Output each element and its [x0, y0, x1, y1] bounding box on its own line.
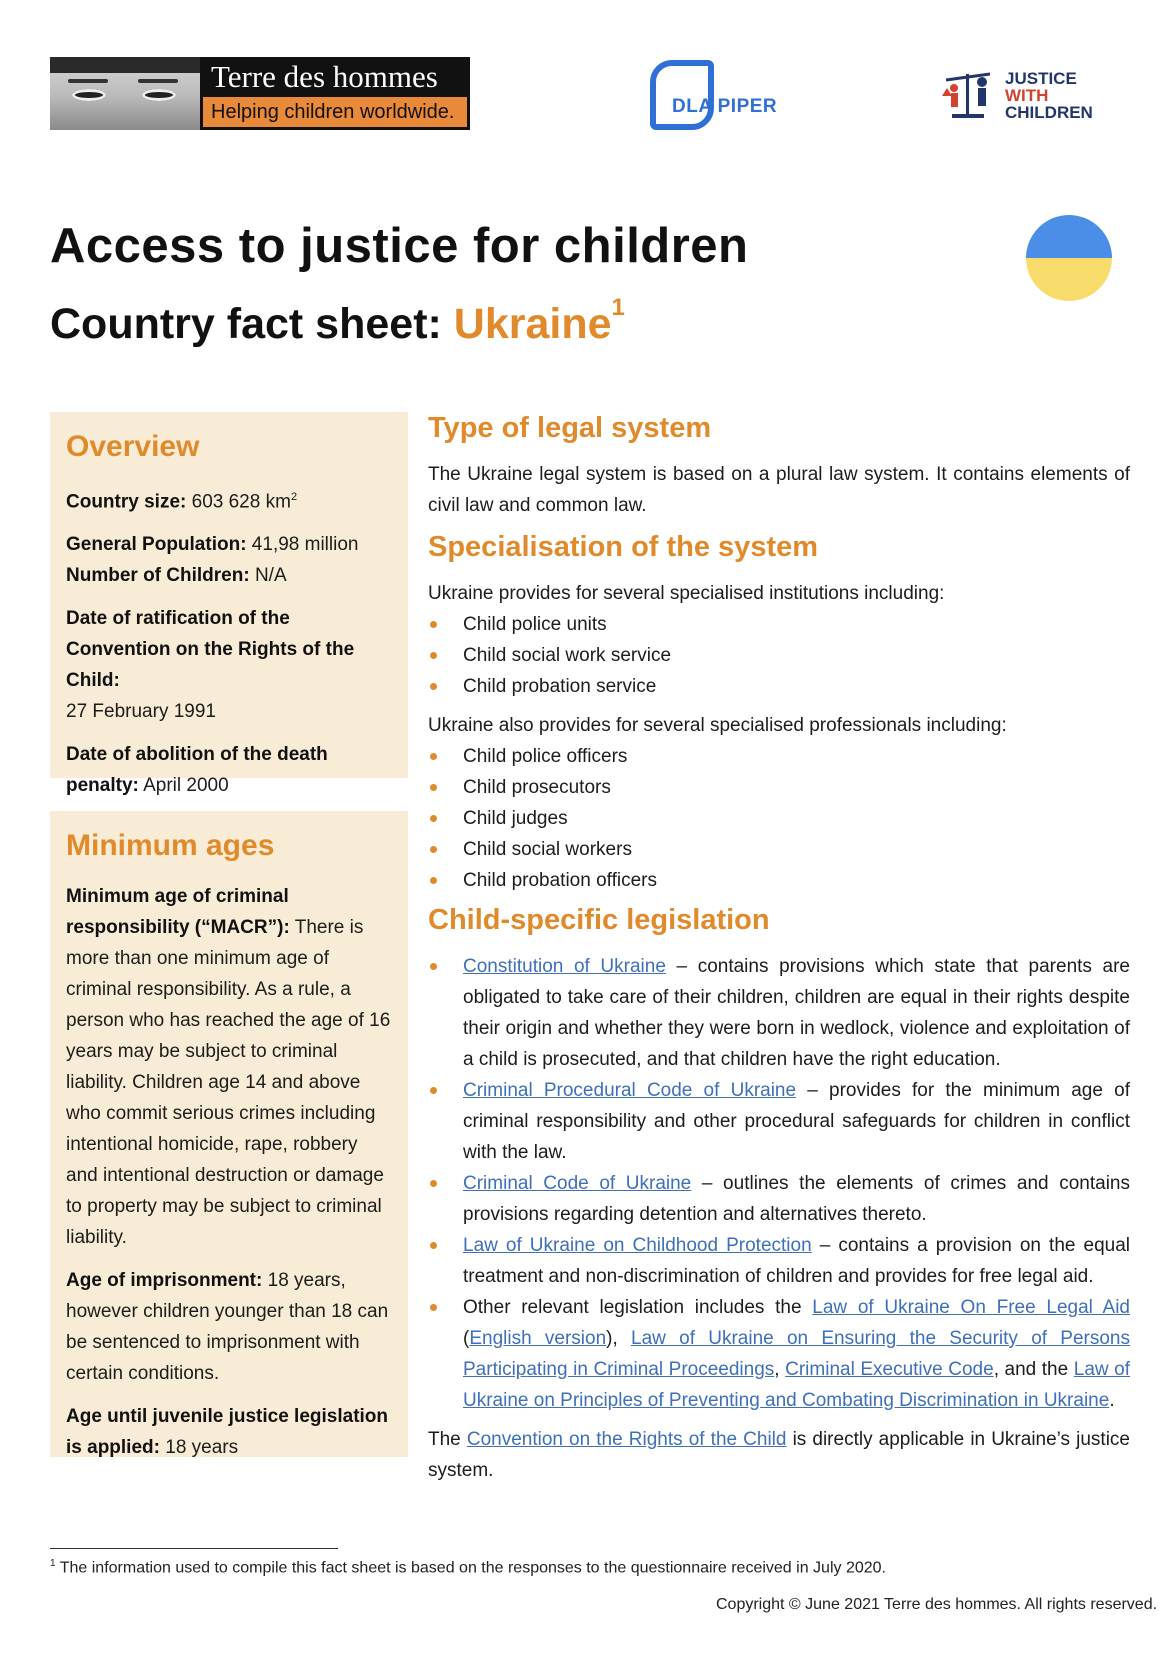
- professionals-intro: Ukraine also provides for several specialised professionals including:: [428, 715, 1007, 736]
- jwc-line-2: WITH: [1005, 86, 1049, 105]
- criminal-executive-code-link[interactable]: Criminal Executive Code: [785, 1359, 994, 1380]
- list-item: Child social workers: [428, 834, 1130, 865]
- crc-ratification: Date of ratification of the Convention on the Rights of the Child: 27 February 1991: [66, 608, 355, 723]
- page-subtitle: [50, 294, 625, 349]
- list-item: Child social work service: [428, 640, 1130, 671]
- footnote-marker[interactable]: 1: [611, 294, 625, 321]
- dla-piper-mark-icon: [650, 60, 714, 130]
- list-item: Child police officers: [428, 741, 1130, 772]
- legal-system-heading: Type of legal system: [428, 412, 712, 444]
- population-info: General Population: 41,98 million Number of Children: N/A: [66, 534, 359, 587]
- english-version-link[interactable]: English version: [469, 1328, 607, 1349]
- institutions-intro: Ukraine provides for several specialised institutions including:: [428, 583, 945, 604]
- minimum-ages-heading: Minimum ages: [66, 829, 275, 862]
- criminal-procedural-code-link[interactable]: Criminal Procedural Code of Ukraine: [463, 1080, 797, 1101]
- list-item: Criminal Code of Ukraine – outlines the elements of crimes and contains provisions regarding detention and alternatives thereto.: [428, 1168, 1130, 1230]
- list-item: Constitution of Ukraine – contains provisions which state that parents are obligated to take care of their children, children are equal in their rights despite their origin and whether they were born in wedlock, violence and exploitation of a child is prosecuted, and that children have the right education.: [428, 951, 1130, 1075]
- dla-piper-logo: [648, 58, 778, 134]
- list-item: Criminal Procedural Code of Ukraine – provides for the minimum age of criminal responsibility and other procedural safeguards for children in conflict with the law.: [428, 1075, 1130, 1168]
- legislation-list: [428, 951, 1130, 1416]
- justice-scales-icon: [940, 68, 996, 122]
- list-item: Other relevant legislation includes the Law of Ukraine On Free Legal Aid (English version), Law of Ukraine on Ensuring the Security of Persons Participating in Criminal Proceedings, Criminal Executive Code, and the Law of Ukraine on Principles of Preventing and Combating Discrimination in Ukraine.: [428, 1292, 1130, 1416]
- list-item: Child judges: [428, 803, 1130, 834]
- minimum-ages-box: [50, 811, 408, 1457]
- specialisation-heading: Specialisation of the system: [428, 531, 819, 563]
- terre-des-hommes-logo: [50, 57, 470, 130]
- anti-discrimination-law-link[interactable]: Law of Ukraine on Principles of Preventing and Combating Discrimination in Ukraine: [463, 1359, 1130, 1411]
- legislation-heading: Child-specific legislation: [428, 904, 770, 936]
- imprisonment-age: Age of imprisonment: 18 years, however children younger than 18 can be sentenced to imprisonment with certain conditions.: [66, 1270, 389, 1384]
- tdh-name: Terre des hommes: [203, 60, 467, 94]
- childhood-protection-link[interactable]: Law of Ukraine on Childhood Protection: [463, 1235, 812, 1256]
- criminal-code-link[interactable]: Criminal Code of Ukraine: [463, 1173, 692, 1194]
- crc-link[interactable]: Convention on the Rights of the Child: [466, 1429, 787, 1450]
- list-item: Child prosecutors: [428, 772, 1130, 803]
- justice-with-children-logo: [940, 66, 1120, 126]
- overview-box: [50, 412, 408, 797]
- institutions-list: [428, 609, 1130, 702]
- death-penalty-abolition: Date of abolition of the death penalty: April 2000: [66, 744, 328, 797]
- free-legal-aid-link[interactable]: Law of Ukraine On Free Legal Aid: [812, 1297, 1130, 1318]
- professionals-list: [428, 741, 1130, 896]
- ukraine-flag-icon: [1026, 215, 1112, 301]
- juvenile-justice-age: Age until juvenile justice legislation is applied: 18 years: [66, 1406, 389, 1458]
- main-content: [428, 412, 1130, 1494]
- jwc-wordmark: [1005, 70, 1093, 121]
- list-item: Law of Ukraine on Childhood Protection – contains a provision on the equal treatment and non-discrimination of children and provides for free legal aid.: [428, 1230, 1130, 1292]
- list-item: Child probation officers: [428, 865, 1130, 896]
- country-size: Country size: 603 628 $km^2$: [66, 491, 298, 513]
- security-of-persons-link[interactable]: Law of Ukraine on Ensuring the Security of Persons Participating in Criminal Proceedings: [463, 1328, 1130, 1380]
- page-title: Access to justice for children: [50, 219, 749, 273]
- child-portrait-image: [50, 57, 200, 130]
- constitution-link[interactable]: Constitution of Ukraine: [463, 956, 666, 977]
- copyright-notice: Copyright © June 2021 Terre des hommes. All rights reserved.: [716, 1596, 1158, 1613]
- tdh-tagline: Helping children worldwide.: [203, 97, 467, 127]
- list-item: Child police units: [428, 609, 1130, 640]
- legal-system-text: The Ukraine legal system is based on a plural law system. It contains elements of civil law and common law.: [428, 464, 1130, 516]
- footnote: $^1$ The information used to compile this fact sheet is based on the responses to the questionnaire received in July 2020.: [50, 1558, 886, 1577]
- macr-info: Minimum age of criminal responsibility (“MACR”): There is more than one minimum age of criminal responsibility. As a rule, a person who has reached the age of 16 years may be subject to criminal liability. Children age 14 and above who commit serious crimes including intentional homicide, rape, robbery and intentional destruction or damage to property may be subject to criminal liability.: [66, 886, 391, 1248]
- subtitle-prefix: Country fact sheet:: [50, 300, 454, 348]
- crc-applicability: The Convention on the Rights of the Child is directly applicable in Ukraine’s justice system.: [428, 1429, 1130, 1481]
- overview-heading: Overview: [66, 430, 200, 463]
- jwc-line-3: CHILDREN: [1005, 103, 1093, 122]
- list-item: Child probation service: [428, 671, 1130, 702]
- jwc-line-1: JUSTICE: [1005, 69, 1077, 88]
- country-name: Ukraine: [453, 300, 612, 348]
- footnote-divider: [50, 1548, 338, 1549]
- dla-piper-name: DLA PIPER: [672, 96, 778, 117]
